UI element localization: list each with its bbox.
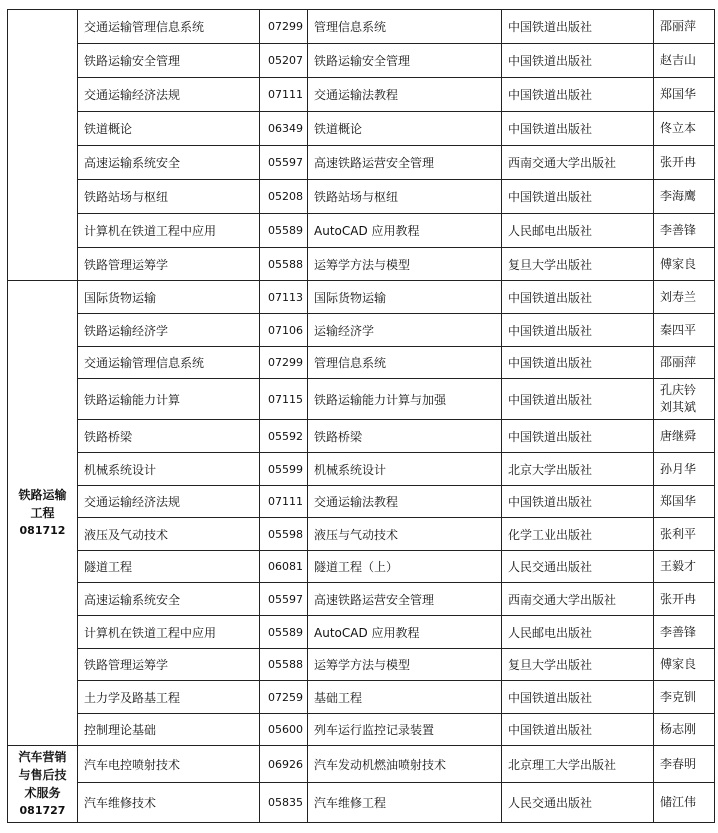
- textbook-cell: 液压与气动技术: [308, 518, 502, 551]
- textbook-cell: 基础工程: [308, 681, 502, 714]
- publisher-cell: 北京大学出版社: [502, 453, 654, 486]
- table-row: [8, 281, 715, 314]
- author-name: 张开冉: [660, 591, 697, 606]
- author-cell: [654, 420, 715, 453]
- author-cell: [654, 379, 715, 420]
- course-code-cell: 05208: [260, 180, 308, 214]
- author-name: 李善锋: [660, 624, 697, 639]
- textbook-cell: 高速铁路运营安全管理: [308, 146, 502, 180]
- course-name-cell: 铁路运输能力计算: [78, 379, 260, 420]
- textbook-cell: 隧道工程（上）: [308, 551, 502, 583]
- publisher-cell: 中国铁道出版社: [502, 681, 654, 714]
- table-row: [8, 583, 715, 616]
- author-cell: [654, 248, 715, 281]
- author-cell: [654, 486, 715, 518]
- author-name: 李海鹰: [660, 189, 697, 203]
- author-cell: [654, 44, 715, 78]
- author-cell: [654, 616, 715, 649]
- textbook-cell: AutoCAD 应用教程: [308, 616, 502, 649]
- publisher-cell: 中国铁道出版社: [502, 44, 654, 78]
- table-row: [8, 649, 715, 681]
- author-name: 傅家良: [660, 657, 697, 671]
- course-name-cell: 铁路运输安全管理: [78, 44, 260, 78]
- publisher-cell: 化学工业出版社: [502, 518, 654, 551]
- author-cell: [654, 78, 715, 112]
- publisher-cell: 复旦大学出版社: [502, 248, 654, 281]
- textbook-cell: 国际货物运输: [308, 281, 502, 314]
- course-name-cell: 计算机在铁道工程中应用: [78, 616, 260, 649]
- group-name-line: 工程: [30, 506, 55, 520]
- table-row: [8, 10, 715, 44]
- publisher-cell: 中国铁道出版社: [502, 281, 654, 314]
- group-name-line: 与售后技: [18, 768, 67, 782]
- author-name: 孔庆钤: [660, 383, 697, 397]
- author-cell: [654, 10, 715, 44]
- course-name-cell: 隧道工程: [78, 551, 260, 583]
- publisher-cell: 人民交通出版社: [502, 783, 654, 823]
- course-code-cell: 05599: [260, 453, 308, 486]
- textbook-cell: AutoCAD 应用教程: [308, 214, 502, 248]
- table-row: [8, 112, 715, 146]
- author-cell: [654, 281, 715, 314]
- publisher-cell: 中国铁道出版社: [502, 314, 654, 347]
- course-name-cell: 计算机在铁道工程中应用: [78, 214, 260, 248]
- author-name: 李春明: [660, 756, 697, 771]
- author-name: 傅家良: [660, 256, 697, 271]
- author-name: 郑国华: [660, 87, 697, 101]
- course-code-cell: 06926: [260, 746, 308, 783]
- textbook-cell: 铁路站场与枢纽: [308, 180, 502, 214]
- table-row: [8, 486, 715, 518]
- textbook-cell: 铁道概论: [308, 112, 502, 146]
- textbook-cell: 交通运输法教程: [308, 78, 502, 112]
- table-row: [8, 714, 715, 746]
- author-cell: [654, 649, 715, 681]
- publisher-cell: 西南交通大学出版社: [502, 583, 654, 616]
- course-name-cell: 交通运输经济法规: [78, 486, 260, 518]
- publisher-cell: 中国铁道出版社: [502, 10, 654, 44]
- publisher-cell: 西南交通大学出版社: [502, 146, 654, 180]
- textbook-cell: 运输经济学: [308, 314, 502, 347]
- course-code-cell: 07111: [260, 486, 308, 518]
- course-code-cell: 06349: [260, 112, 308, 146]
- publisher-cell: 中国铁道出版社: [502, 78, 654, 112]
- textbook-cell: 铁路运输安全管理: [308, 44, 502, 78]
- table-row: [8, 146, 715, 180]
- group-name-line: 术服务: [24, 786, 61, 800]
- course-name-cell: 交通运输管理信息系统: [78, 10, 260, 44]
- course-code-cell: 07113: [260, 281, 308, 314]
- course-code-cell: 05597: [260, 146, 308, 180]
- group-code: 081712: [19, 524, 66, 537]
- group-code: 081727: [19, 804, 66, 817]
- textbook-cell: 交通运输法教程: [308, 486, 502, 518]
- author-name: 刘寿兰: [660, 289, 697, 304]
- course-code-cell: 07111: [260, 78, 308, 112]
- course-code-cell: 05588: [260, 248, 308, 281]
- table-row: [8, 420, 715, 453]
- author-cell: [654, 112, 715, 146]
- author-cell: [654, 214, 715, 248]
- course-code-cell: 05589: [260, 214, 308, 248]
- publisher-cell: 中国铁道出版社: [502, 112, 654, 146]
- course-name-cell: 铁道概论: [78, 112, 260, 146]
- course-code-cell: 05835: [260, 783, 308, 823]
- textbook-cell: 管理信息系统: [308, 10, 502, 44]
- table-row: [8, 180, 715, 214]
- textbook-cell: 汽车维修工程: [308, 783, 502, 823]
- course-name-cell: 国际货物运输: [78, 281, 260, 314]
- author-name: 孙月华: [660, 461, 697, 476]
- course-code-cell: 07115: [260, 379, 308, 420]
- publisher-cell: 复旦大学出版社: [502, 649, 654, 681]
- author-cell: [654, 681, 715, 714]
- textbook-cell: 汽车发动机燃油喷射技术: [308, 746, 502, 783]
- textbook-cell: 运筹学方法与模型: [308, 649, 502, 681]
- textbook-cell: 机械系统设计: [308, 453, 502, 486]
- course-code-cell: 05592: [260, 420, 308, 453]
- course-code-cell: 05598: [260, 518, 308, 551]
- course-name-cell: 铁路桥梁: [78, 420, 260, 453]
- author-name: 刘其斌: [660, 400, 697, 414]
- course-name-cell: 铁路站场与枢纽: [78, 180, 260, 214]
- course-name-cell: 交通运输管理信息系统: [78, 347, 260, 379]
- publisher-cell: 中国铁道出版社: [502, 180, 654, 214]
- table-row: [8, 347, 715, 379]
- table-row: [8, 783, 715, 823]
- author-name: 杨志刚: [660, 722, 697, 736]
- author-cell: [654, 518, 715, 551]
- publisher-cell: 中国铁道出版社: [502, 347, 654, 379]
- course-name-cell: 铁路管理运筹学: [78, 649, 260, 681]
- course-name-cell: 汽车维修技术: [78, 783, 260, 823]
- course-code-cell: 06081: [260, 551, 308, 583]
- textbook-cell: 列车运行监控记录装置: [308, 714, 502, 746]
- group-cell: [8, 746, 78, 823]
- group-name-line: 铁路运输: [18, 488, 67, 502]
- author-name: 赵吉山: [660, 53, 697, 67]
- publisher-cell: 北京理工大学出版社: [502, 746, 654, 783]
- course-code-cell: 07106: [260, 314, 308, 347]
- author-cell: [654, 453, 715, 486]
- author-name: 李克钏: [660, 689, 697, 704]
- author-name: 邵丽萍: [660, 355, 697, 369]
- course-name-cell: 汽车电控喷射技术: [78, 746, 260, 783]
- publisher-cell: 人民邮电出版社: [502, 214, 654, 248]
- publisher-cell: 人民交通出版社: [502, 551, 654, 583]
- table-row: [8, 681, 715, 714]
- author-name: 王毅才: [660, 559, 697, 573]
- table-row: [8, 44, 715, 78]
- author-cell: [654, 146, 715, 180]
- author-name: 张利平: [660, 526, 697, 541]
- textbook-cell: 高速铁路运营安全管理: [308, 583, 502, 616]
- group-cell: [8, 10, 78, 281]
- table-row: [8, 746, 715, 783]
- group-name-line: 汽车营销: [18, 750, 67, 764]
- table-row: [8, 314, 715, 347]
- publisher-cell: 中国铁道出版社: [502, 486, 654, 518]
- author-name: 张开冉: [660, 155, 697, 169]
- course-name-cell: 土力学及路基工程: [78, 681, 260, 714]
- course-table: [7, 9, 715, 823]
- author-name: 邵丽萍: [660, 19, 697, 33]
- course-code-cell: 05589: [260, 616, 308, 649]
- table-row: [8, 453, 715, 486]
- table-row: [8, 518, 715, 551]
- publisher-cell: 人民邮电出版社: [502, 616, 654, 649]
- textbook-cell: 管理信息系统: [308, 347, 502, 379]
- author-cell: [654, 783, 715, 823]
- publisher-cell: 中国铁道出版社: [502, 420, 654, 453]
- course-code-cell: 07299: [260, 347, 308, 379]
- course-code-cell: 05588: [260, 649, 308, 681]
- author-cell: [654, 746, 715, 783]
- table-row: [8, 248, 715, 281]
- course-name-cell: 交通运输经济法规: [78, 78, 260, 112]
- course-name-cell: 高速运输系统安全: [78, 583, 260, 616]
- publisher-cell: 中国铁道出版社: [502, 714, 654, 746]
- table-row: [8, 551, 715, 583]
- author-cell: [654, 551, 715, 583]
- author-name: 郑国华: [660, 494, 697, 508]
- group-cell: [8, 281, 78, 746]
- course-name-cell: 铁路管理运筹学: [78, 248, 260, 281]
- textbook-cell: 铁路运输能力计算与加强: [308, 379, 502, 420]
- course-code-cell: 05597: [260, 583, 308, 616]
- author-name: 秦四平: [660, 322, 697, 337]
- course-name-cell: 液压及气动技术: [78, 518, 260, 551]
- table-row: [8, 379, 715, 420]
- author-cell: [654, 314, 715, 347]
- table-row: [8, 616, 715, 649]
- course-code-cell: 05207: [260, 44, 308, 78]
- course-name-cell: 控制理论基础: [78, 714, 260, 746]
- textbook-cell: 运筹学方法与模型: [308, 248, 502, 281]
- course-code-cell: 07259: [260, 681, 308, 714]
- course-name-cell: 铁路运输经济学: [78, 314, 260, 347]
- course-code-cell: 05600: [260, 714, 308, 746]
- author-cell: [654, 714, 715, 746]
- course-table-body: [8, 10, 715, 823]
- course-name-cell: 机械系统设计: [78, 453, 260, 486]
- author-name: 佟立本: [660, 121, 697, 135]
- author-cell: [654, 347, 715, 379]
- table-row: [8, 214, 715, 248]
- course-name-cell: 高速运输系统安全: [78, 146, 260, 180]
- course-code-cell: 07299: [260, 10, 308, 44]
- author-name: 储江伟: [660, 795, 697, 809]
- textbook-cell: 铁路桥梁: [308, 420, 502, 453]
- author-cell: [654, 583, 715, 616]
- author-name: 唐继舜: [660, 428, 697, 443]
- author-cell: [654, 180, 715, 214]
- table-row: [8, 78, 715, 112]
- publisher-cell: 中国铁道出版社: [502, 379, 654, 420]
- author-name: 李善锋: [660, 223, 697, 237]
